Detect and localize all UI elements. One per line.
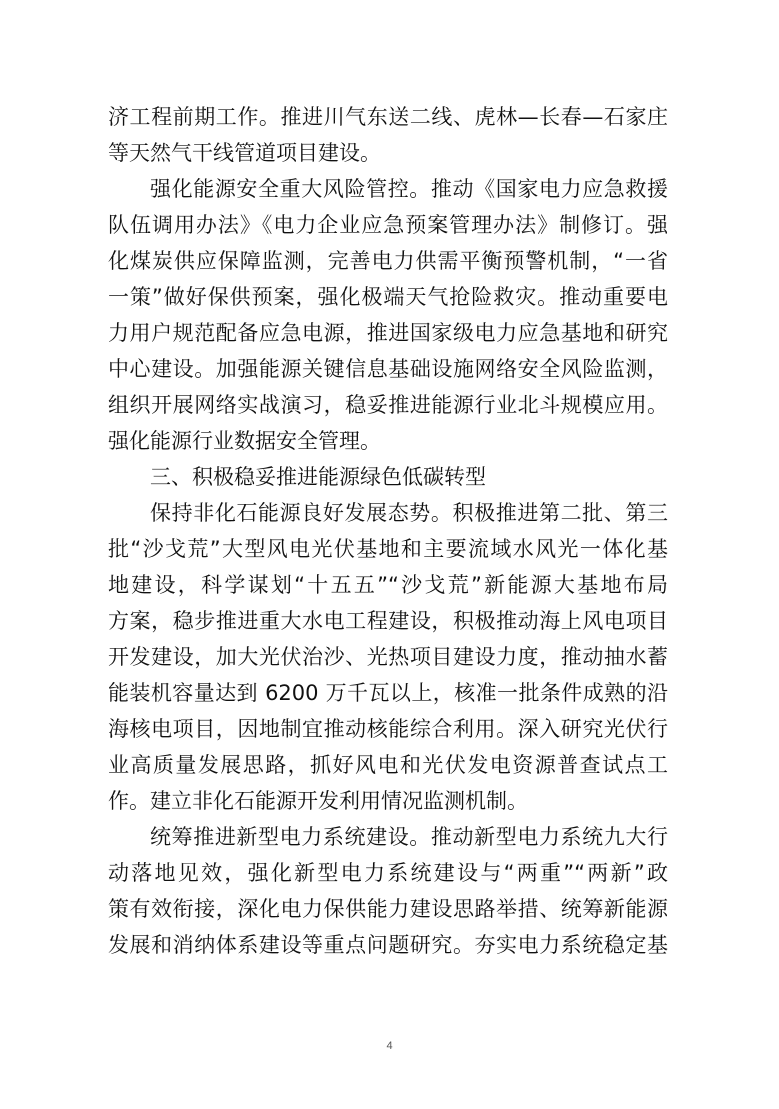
text-line: 开发建设，加大光伏治沙、光热项目建设力度，推动抽水蓄 [108,645,668,669]
text-line: 强化能源行业数据安全管理。 [108,429,381,453]
text-line: 组织开展网络实战演习，稳妥推进能源行业北斗规模应用。 [108,393,668,417]
text-line: 作。建立非化石能源开发利用情况监测机制。 [108,789,528,813]
text-line: 发展和消纳体系建设等重点问题研究。夯实电力系统稳定基 [108,933,668,957]
text-line: 地建设，科学谋划“十五五”“沙戈荒”新能源大基地布局 [108,573,668,597]
text-line: 统筹推进新型电力系统建设。推动新型电力系统九大行 [150,825,668,849]
text-line: 队伍调用办法》《电力企业应急预案管理办法》制修订。强 [108,213,668,237]
text-line: 化煤炭供应保障监测，完善电力供需平衡预警机制，“一省 [108,249,668,273]
text-line: 能装机容量达到 6200 万千瓦以上，核准一批条件成熟的沿 [108,681,668,705]
text-line: 方案，稳步推进重大水电工程建设，积极推动海上风电项目 [108,609,668,633]
text-line: 等天然气干线管道项目建设。 [108,141,381,165]
text-line: 强化能源安全重大风险管控。推动《国家电力应急救援 [150,177,668,201]
text-line: 一策”做好保供预案，强化极端天气抢险救灾。推动重要电 [108,285,668,309]
text-line: 力用户规范配备应急电源，推进国家级电力应急基地和研究 [108,321,668,345]
text-line: 保持非化石能源良好发展态势。积极推进第二批、第三 [150,501,668,525]
text-line: 济工程前期工作。推进川气东送二线、虎林—长春—石家庄 [108,105,668,129]
text-line: 批“沙戈荒”大型风电光伏基地和主要流域水风光一体化基 [108,537,668,561]
text-line: 策有效衔接，深化电力保供能力建设思路举措、统筹新能源 [108,897,668,921]
text-line: 业高质量发展思路，抓好风电和光伏发电资源普查试点工 [108,753,668,777]
text-line: 海核电项目，因地制宜推动核能综合利用。深入研究光伏行 [108,717,668,741]
text-line: 三、积极稳妥推进能源绿色低碳转型 [150,465,486,489]
page-number: 4 [386,1040,393,1052]
text-line: 中心建设。加强能源关键信息基础设施网络安全风险监测， [108,357,668,381]
document-body [108,99,668,963]
text-line: 动落地见效，强化新型电力系统建设与“两重”“两新”政 [108,861,668,885]
